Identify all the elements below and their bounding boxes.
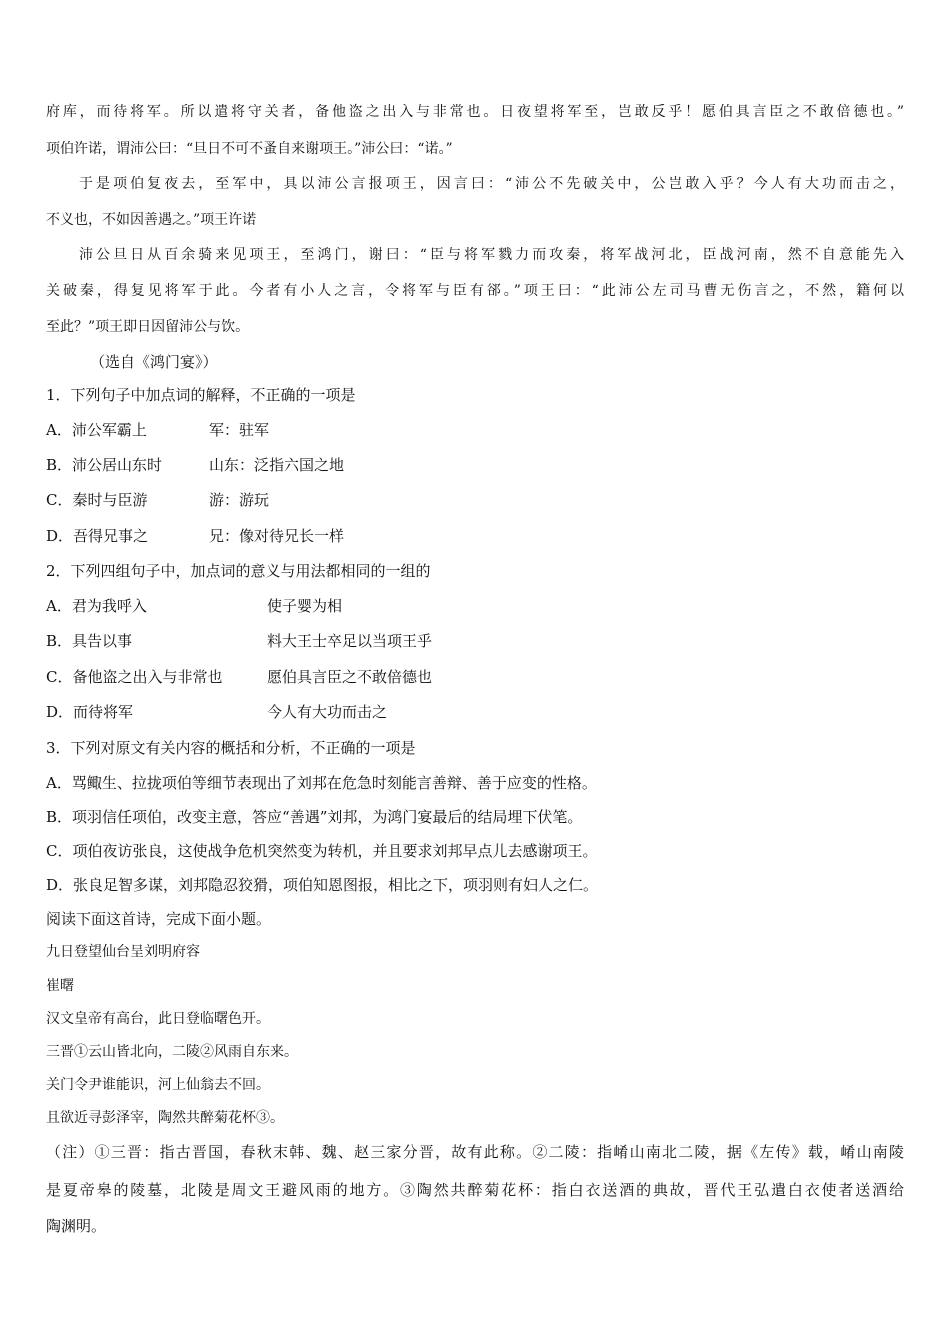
poem-line: 关门令尹谁能识，河上仙翁去不回。 xyxy=(46,1077,270,1093)
q2-option-d-left: D．而待将军 xyxy=(46,703,134,721)
q2-option-b-right: 料大王士卒足以当项王乎 xyxy=(267,632,433,650)
q1-option-a-explain: 军：驻军 xyxy=(209,421,270,439)
poem-line: 汉文皇帝有高台，此日登临曙色开。 xyxy=(46,1011,270,1027)
poem-title: 九日登望仙台呈刘明府容 xyxy=(46,944,200,960)
passage-line: 沛公旦日从百余骑来见项王，至鸿门，谢曰：“臣与将军戮力而攻秦，将军战河北，臣战河南，然不自意能先入 xyxy=(79,247,904,263)
q1-option-a: A．沛公军霸上 xyxy=(46,421,147,439)
poem-instruction: 阅读下面这首诗，完成下面小题。 xyxy=(46,910,272,928)
q1-option-c-explain: 游：游玩 xyxy=(209,491,270,509)
poem-note-line: （注）①三晋：指古晋国，春秋末韩、魏、赵三家分晋，故有此称。②二陵：指崤山南北二陵，据《左传》载，崤山南陵 xyxy=(46,1143,904,1161)
passage-line: 至此？”项王即日因留沛公与饮。 xyxy=(46,319,250,335)
poem-line: 三晋①云山皆北向，二陵②风雨自东来。 xyxy=(46,1044,298,1060)
q3-option-b: B．项羽信任项伯，改变主意，答应“善遇”刘邦，为鸿门宴最后的结局埋下伏笔。 xyxy=(46,808,583,826)
q2-option-d-right: 今人有大功而击之 xyxy=(267,703,388,721)
q1-option-d: D．吾得兄事之 xyxy=(46,527,149,545)
poem-author: 崔曙 xyxy=(46,978,74,994)
passage-line: 项伯许诺，谓沛公曰：“旦日不可不蚤自来谢项王。”沛公曰：“诺。” xyxy=(46,141,453,157)
q2-option-c-left: C．备他盗之出入与非常也 xyxy=(46,668,223,686)
passage-line: 于是项伯复夜去，至军中，具以沛公言报项王，因言曰：“沛公不先破关中，公岂敢入乎？今人有大功而击之， xyxy=(79,176,904,192)
question-3-stem: 3．下列对原文有关内容的概括和分析，不正确的一项是 xyxy=(46,739,416,757)
passage-line: 不义也，不如因善遇之。”项王许诺 xyxy=(46,212,257,228)
q2-option-b-left: B．具告以事 xyxy=(46,632,133,650)
q3-option-c: C．项伯夜访张良，这使战争危机突然变为转机，并且要求刘邦早点儿去感谢项王。 xyxy=(46,842,598,860)
q2-option-c-right: 愿伯具言臣之不敢倍德也 xyxy=(267,668,433,686)
poem-line: 且欲近寻彭泽宰，陶然共醉菊花杯③。 xyxy=(46,1110,284,1126)
passage-line: 关破秦，得复见将军于此。今者有小人之言，令将军与臣有郤。”项王曰：“此沛公左司马曹无伤言之，不然，籍何以 xyxy=(46,283,904,299)
q1-option-b: B．沛公居山东时 xyxy=(46,456,163,474)
question-1-stem: 1．下列句子中加点词的解释，不正确的一项是 xyxy=(46,386,356,404)
question-2-stem: 2．下列四组句子中，加点词的意义与用法都相同的一组的 xyxy=(46,562,431,580)
q1-option-d-explain: 兄：像对待兄长一样 xyxy=(209,527,345,545)
passage-line: 府库，而待将军。所以遣将守关者，备他盗之出入与非常也。日夜望将军至，岂敢反乎！愿伯具言臣之不敢倍德也。” xyxy=(46,104,904,120)
q1-option-c: C．秦时与臣游 xyxy=(46,491,148,509)
passage-source: （选自《鸿门宴》） xyxy=(90,353,218,371)
poem-note-line: 陶渊明。 xyxy=(46,1217,107,1235)
poem-note-line: 是夏帝皋的陵墓，北陵是周文王避风雨的地方。③陶然共醉菊花杯：指白衣送酒的典故，晋代王弘遣白衣使者送酒给 xyxy=(46,1181,904,1199)
q2-option-a-left: A．君为我呼入 xyxy=(46,597,147,615)
q3-option-a: A．骂鲰生、拉拢项伯等细节表现出了刘邦在危急时刻能言善辩、善于应变的性格。 xyxy=(46,774,597,792)
q2-option-a-right: 使子婴为相 xyxy=(267,597,343,615)
q1-option-b-explain: 山东：泛指六国之地 xyxy=(209,456,345,474)
q3-option-d: D．张良足智多谋，刘邦隐忍狡猾，项伯知恩图报，相比之下，项羽则有妇人之仁。 xyxy=(46,876,599,894)
